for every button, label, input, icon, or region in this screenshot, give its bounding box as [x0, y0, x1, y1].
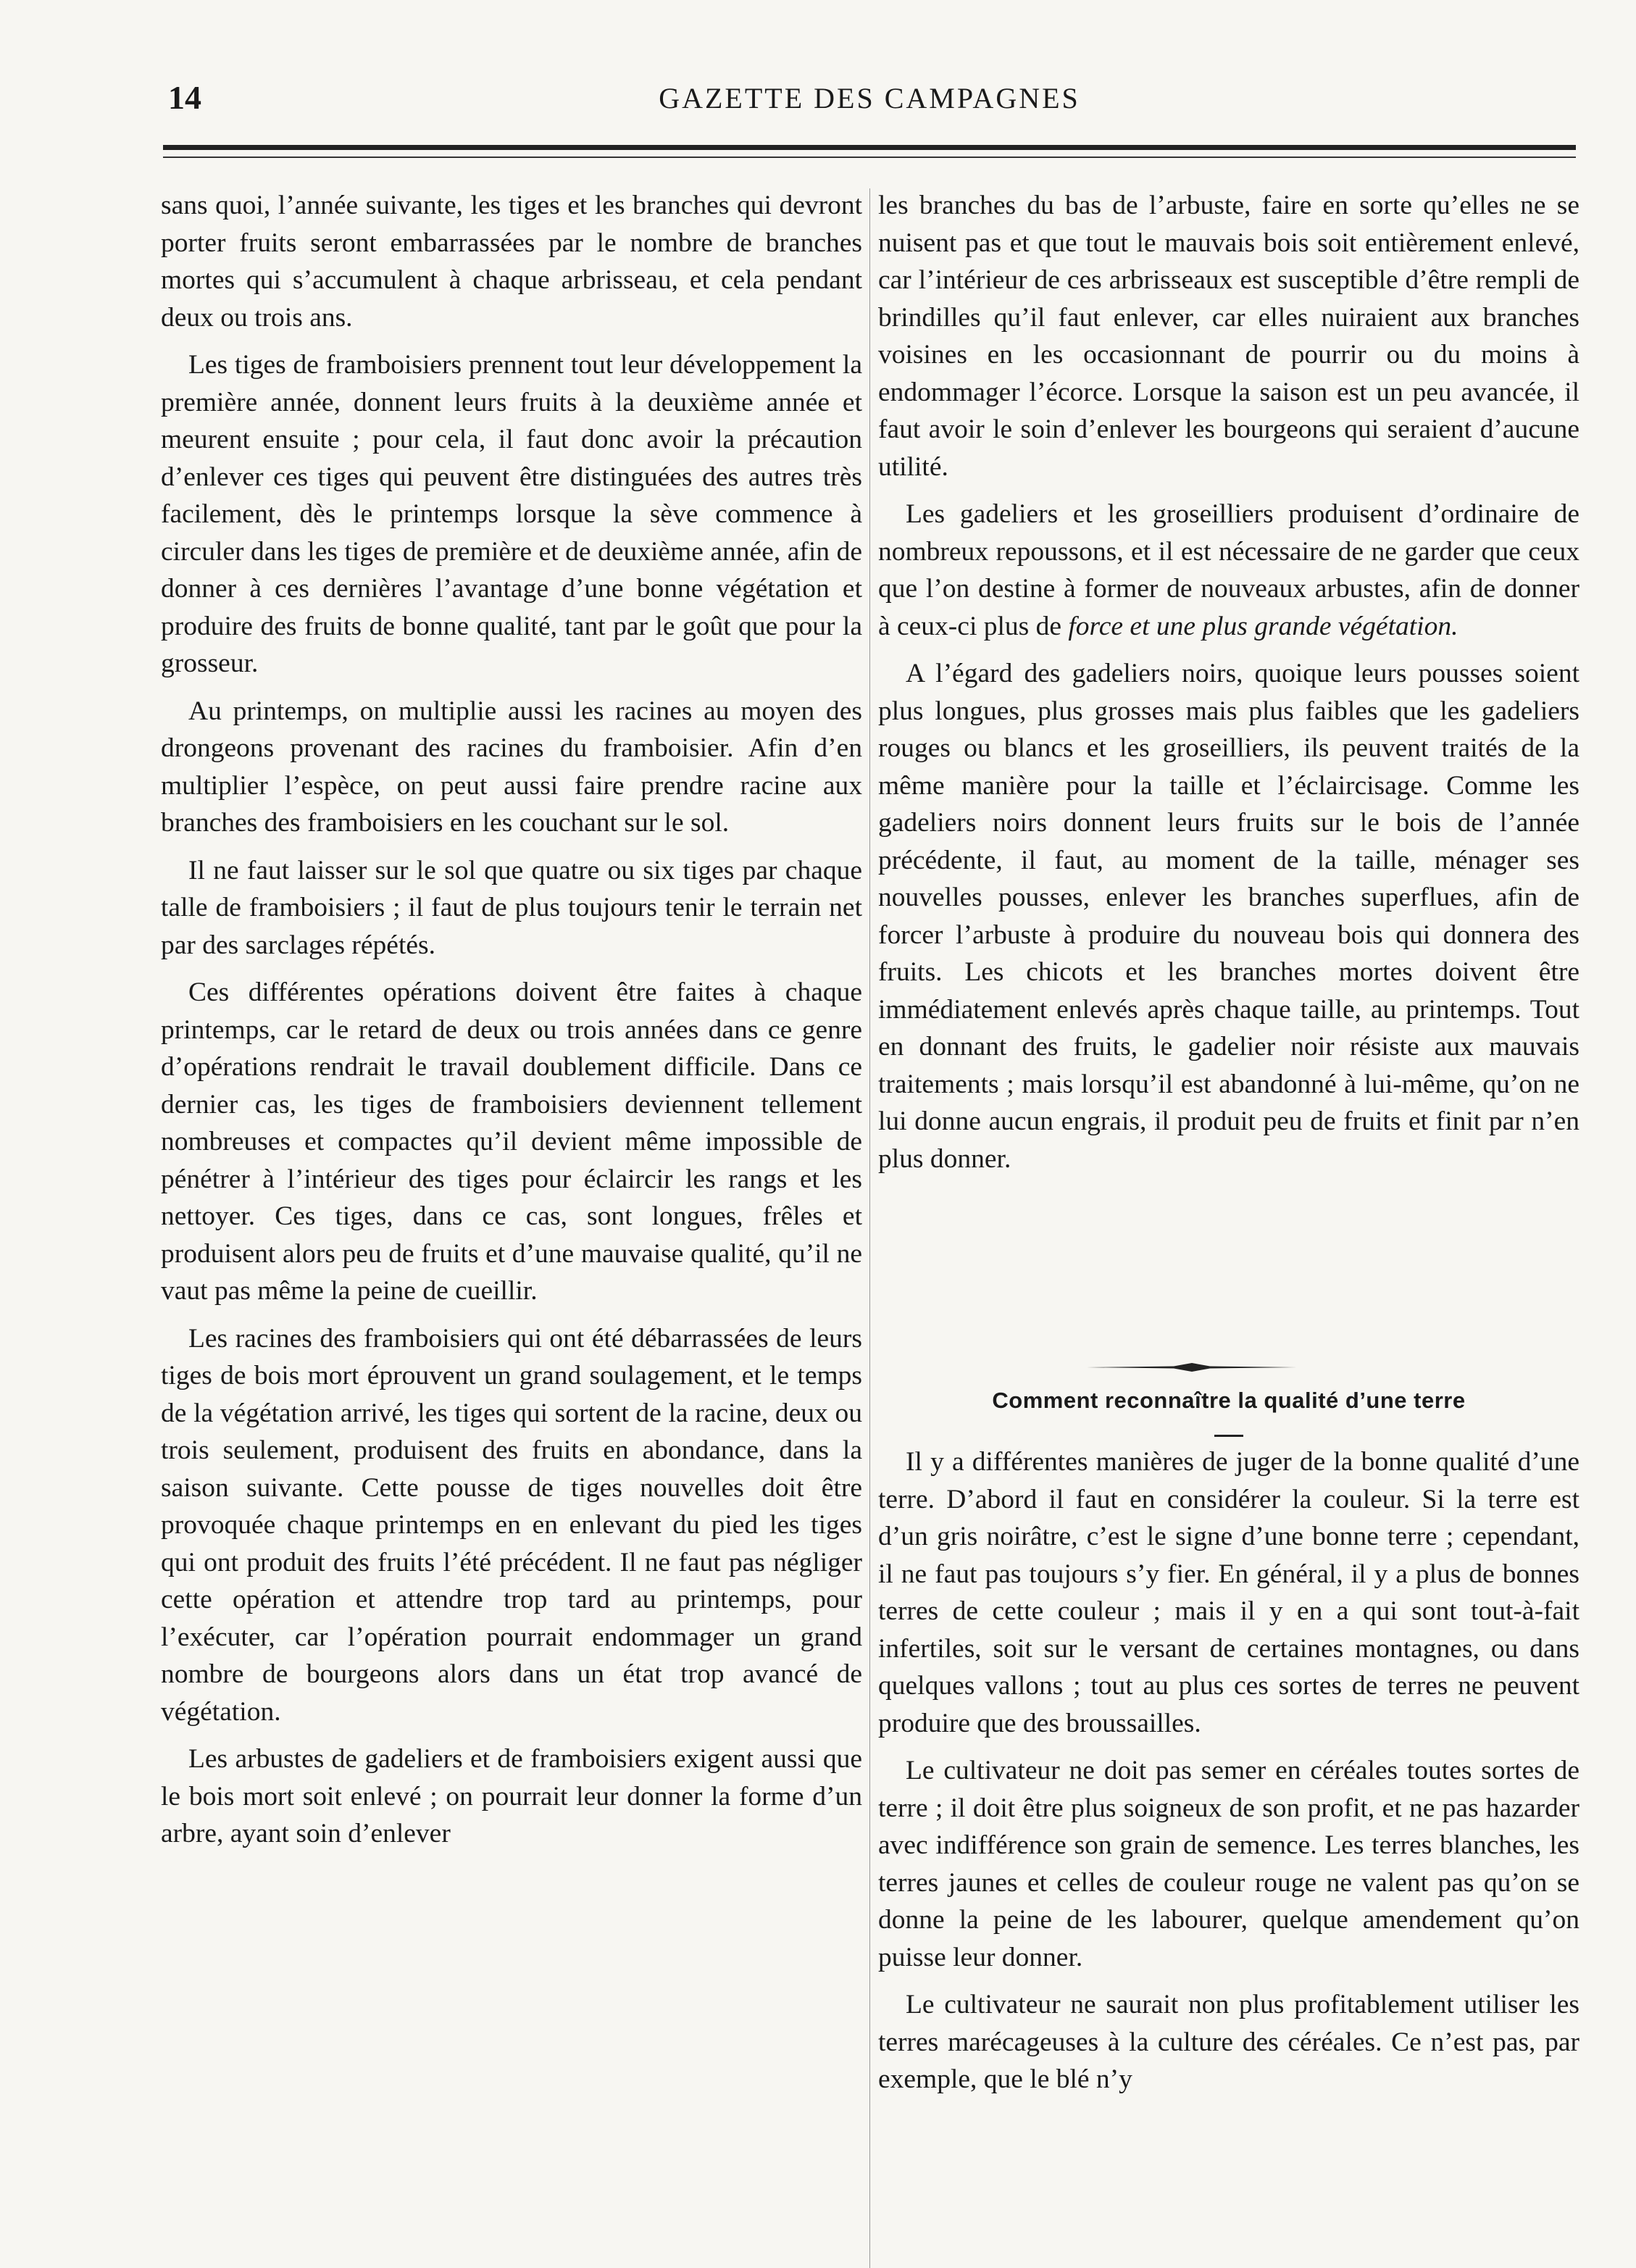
italic-text: force et une plus grande végétation. — [1068, 611, 1458, 641]
page-header — [159, 72, 1579, 130]
paragraph: A l’égard des gadeliers noirs, quoique leurs pousses soient plus longues, plus grosses mais plus faibles que les gadeliers rouges ou blancs et les groseilliers, ils peuvent traités de la même manière pour la taille et l’éclaircisage. Comme les gadeliers noirs donnent leurs fruits sur le bois de l’année précédente, il faut, au moment de la taille, ménager ses nouvelles pousses, enlever les branches superflues, afin de forcer l’arbuste à produire du nouveau bois qui donnera des fruits. Les chicots et les branches mortes doivent être immédiatement enlevés après chaque taille, au printemps. Tout en donnant des fruits, le gadelier noir résiste aux mauvais traitements ; mais lorsqu’il est abandonné à lui-même, qu’on ne lui donne aucun engrais, il produit peu de fruits et finit par n’en plus donner. — [878, 659, 1579, 1174]
paragraph: Les racines des framboisiers qui ont été débarrassées de leurs tiges de bois mort éprouvent un grand soulagement, et le temps de la végétation arrivé, les tiges qui sortent de la racine, deux ou trois seulement, produisent des fruits en abondance, dans la saison suivante. Cette pousse de tiges nouvelles doit être provoquée chaque printemps en en enlevant du pied les tiges qui ont produit des fruits l’été précédent. Il ne faut pas négliger cette opération et attendre trop tard au printemps, pour l’exécuter, car l’opération pourrait endommager un grand nombre de bourgeons alors dans un état trop avancé de végétation. — [161, 1323, 862, 1727]
paragraph: Les arbustes de gadeliers et de framboisiers exigent aussi que le bois mort soit enlevé ; on pourrait leur donner la forme d’un arbre, ayant soin d’enlever — [161, 1744, 862, 1848]
page-number: 14 — [168, 79, 201, 116]
paragraph: les branches du bas de l’arbuste, faire en sorte qu’elles ne se nuisent pas et que tout le mauvais bois soit entièrement enlevé, car l’intérieur de ces arbrisseaux est susceptible d’être rempli de brindilles qu’il faut enlever, car elles nuiraient aux branches voisines en les occasionnant de pourrir ou du moins à endommager l’écorce. Lorsque la saison est un peu avancée, il faut avoir le soin d’enlever les bourgeons qui seraient d’aucune utilité. — [878, 191, 1579, 482]
paragraph: Il ne faut laisser sur le sol que quatre ou six tiges par chaque talle de framboisiers ; il faut de plus toujours tenir le terrain net par des sarclages répétés. — [161, 855, 862, 960]
paragraph: sans quoi, l’année suivante, les tiges et les branches qui devront porter fruits seront embarrassées par le nombre de branches mortes qui s’accumulent à chaque arbrisseau, et cela pendant deux ou trois ans. — [161, 191, 862, 333]
paragraph — [878, 496, 1579, 645]
header-rule-thick — [163, 145, 1576, 150]
section-title-rule — [1214, 1435, 1243, 1437]
paragraph-text: Les gadeliers et les groseilliers produisent d’ordinaire de nombreux repoussons, et il est nécessaire de ne garder que ceux que l’on destine à former de nouveaux arbustes, afin de donner à ceux-ci plus de — [878, 499, 1579, 641]
paragraph: Le cultivateur ne saurait non plus profitablement utiliser les terres marécageuses à la culture des céréales. Ce n’est pas, par exemple, que le blé n’y — [878, 1990, 1579, 2094]
section-title: Comment reconnaître la qualité d’une terre — [992, 1388, 1466, 1413]
column-divider — [869, 188, 870, 2268]
section-body — [878, 1443, 1579, 2109]
journal-title: GAZETTE DES CAMPAGNES — [659, 82, 1080, 114]
paragraph: Les tiges de framboisiers prennent tout leur développement la première année, donnent leurs fruits à la deuxième année et meurent ensuite ; pour cela, il faut donc avoir la précaution d’enlever ces tiges qui peuvent être distinguées des autres très facilement, dès le printemps lorsque la sève commence à circuler dans les tiges de première et de deuxième année, afin de donner à ces dernières l’avantage d’une bonne végétation et produire des fruits de bonne qualité, tant par le goût que pour la grosseur. — [161, 350, 862, 678]
section-ornament — [1087, 1362, 1297, 1372]
header-rule-thin — [163, 157, 1576, 158]
paragraph: Il y a différentes manières de juger de la bonne qualité d’une terre. D’abord il faut en considérer la couleur. Si la terre est d’un gris noirâtre, c’est le signe d’une bonne terre ; cependant, il ne faut pas toujours s’y fier. En général, il y a plus de bonnes terres de cette couleur ; mais il y en a qui sont tout-à-fait infertiles, soit sur le versant de certaines montagnes, ou dans quelques vallons ; tout au plus ces sortes de terres ne peuvent produire que des broussailles. — [878, 1447, 1579, 1738]
paragraph: Ces différentes opérations doivent être faites à chaque printemps, car le retard de deux ou trois années dans ce genre d’opérations rendrait le travail doublement difficile. Dans ce dernier cas, les tiges de framboisiers deviennent tellement nombreuses et compactes qu’il devient même impossible de pénétrer à l’intérieur des tiges pour éclaircir les rangs et les nettoyer. Ces tiges, dans ce cas, sont longues, frêles et produisent alors peu de fruits et d’une mauvaise qualité, qu’il ne vaut pas même la peine de cueillir. — [161, 977, 862, 1306]
paragraph: Le cultivateur ne doit pas semer en céréales toutes sortes de terre ; il doit être plus soigneux de son profit, et ne pas hazarder avec indifférence son grain de semence. Les terres blanches, les terres jaunes et celles de couleur rouge ne valent pas qu’on se donne la peine de les labourer, quelque amendement qu’on puisse leur donner. — [878, 1756, 1579, 1972]
left-column — [161, 187, 862, 1863]
right-column — [878, 187, 1579, 1188]
paragraph: Au printemps, on multiplie aussi les racines au moyen des drongeons provenant des racines du framboisier. Afin d’en multiplier l’espèce, on peut aussi faire prendre racine aux branches des framboisiers en les couchant sur le sol. — [161, 696, 862, 838]
